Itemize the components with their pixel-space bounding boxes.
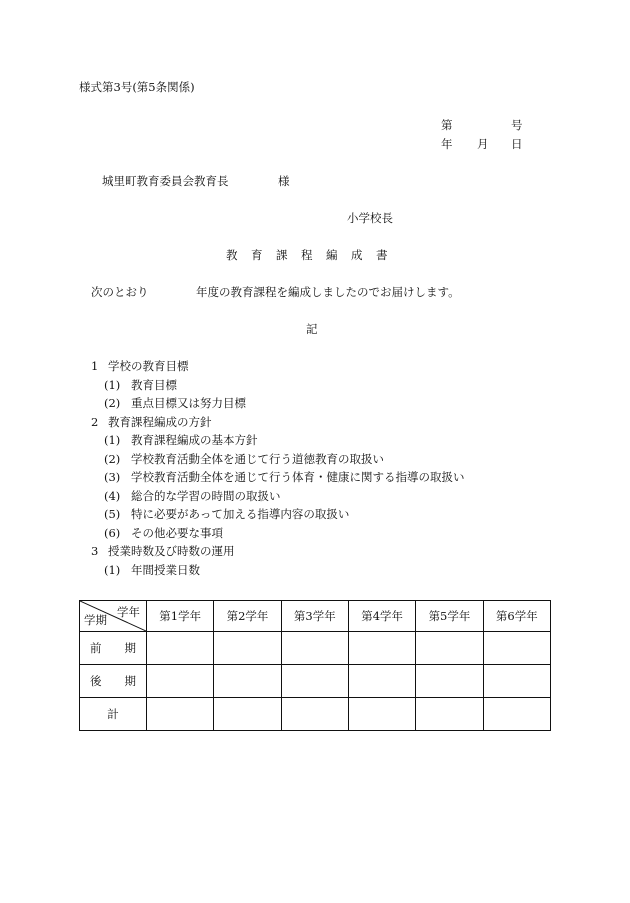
table-cell[interactable] <box>214 632 281 665</box>
outline-text: その他必要な事項 <box>131 526 223 540</box>
corner-label-grade: 学年 <box>117 605 140 619</box>
outline-num: 2 <box>91 415 99 429</box>
outline-num: (2) <box>104 396 121 410</box>
outline-text: 教育課程編成の基本方針 <box>131 433 258 447</box>
table-row <box>80 665 551 698</box>
number-dai: 第 <box>441 118 453 132</box>
table-cell[interactable] <box>416 698 483 731</box>
table-cell[interactable] <box>214 698 281 731</box>
column-header: 第4学年 <box>348 601 415 632</box>
table-row <box>80 632 551 665</box>
outline-text: 重点目標又は努力目標 <box>131 396 246 410</box>
outline-text: 学校の教育目標 <box>108 359 189 373</box>
column-header: 第2学年 <box>214 601 281 632</box>
school-days-table <box>79 600 551 731</box>
table-cell[interactable] <box>147 698 214 731</box>
outline-num: 3 <box>91 544 99 558</box>
addressee-name: 城里町教育委員会教育長 <box>102 174 229 188</box>
table-cell[interactable] <box>214 665 281 698</box>
outline-num: (1) <box>104 378 121 392</box>
table-cell[interactable] <box>483 665 550 698</box>
date-year: 年 <box>441 137 453 151</box>
outline-text: 年間授業日数 <box>131 563 200 577</box>
outline-num: 1 <box>91 359 99 373</box>
outline-text: 特に必要があって加える指導内容の取扱い <box>131 507 350 521</box>
row-header: 前 期 <box>80 632 147 665</box>
table-cell[interactable] <box>348 698 415 731</box>
corner-label-term: 学期 <box>84 613 107 627</box>
outline-text: 授業時数及び時数の運用 <box>108 544 235 558</box>
column-header: 第1学年 <box>147 601 214 632</box>
column-header: 第5学年 <box>416 601 483 632</box>
table-cell[interactable] <box>348 632 415 665</box>
outline-num: (5) <box>104 507 121 521</box>
outline-num: (4) <box>104 489 121 503</box>
row-header: 計 <box>80 698 147 731</box>
table-cell[interactable] <box>147 632 214 665</box>
table-header-row <box>80 601 551 632</box>
outline-text: 総合的な学習の時間の取扱い <box>131 489 281 503</box>
table-cell[interactable] <box>281 665 348 698</box>
ki-heading: 記 <box>306 322 318 336</box>
table-cell[interactable] <box>147 665 214 698</box>
outline-text: 学校教育活動全体を通じて行う体育・健康に関する指導の取扱い <box>131 470 465 484</box>
table-cell[interactable] <box>416 665 483 698</box>
outline-text: 学校教育活動全体を通じて行う道徳教育の取扱い <box>131 452 384 466</box>
table-cell[interactable] <box>281 698 348 731</box>
form-number: 様式第3号(第5条関係) <box>79 80 195 94</box>
outline-num: (3) <box>104 470 121 484</box>
intro-after: 年度の教育課程を編成しましたのでお届けします。 <box>196 285 460 299</box>
sender-title: 小学校長 <box>347 211 393 225</box>
table-row <box>80 698 551 731</box>
document-title: 教 育 課 程 編 成 書 <box>226 248 389 262</box>
row-header: 後 期 <box>80 665 147 698</box>
table-cell[interactable] <box>416 632 483 665</box>
column-header: 第3学年 <box>281 601 348 632</box>
outline-num: (1) <box>104 563 121 577</box>
outline-num: (1) <box>104 433 121 447</box>
table-corner-cell <box>80 601 147 632</box>
date-month: 月 <box>477 137 489 151</box>
date-day: 日 <box>511 137 523 151</box>
outline-text: 教育課程編成の方針 <box>108 415 212 429</box>
outline-num: (6) <box>104 526 121 540</box>
intro-before: 次のとおり <box>91 285 149 299</box>
outline-text: 教育目標 <box>131 378 177 392</box>
column-header: 第6学年 <box>483 601 550 632</box>
table-cell[interactable] <box>483 632 550 665</box>
table-cell[interactable] <box>483 698 550 731</box>
table-cell[interactable] <box>281 632 348 665</box>
number-go: 号 <box>511 118 523 132</box>
table-cell[interactable] <box>348 665 415 698</box>
outline-num: (2) <box>104 452 121 466</box>
addressee-honorific: 様 <box>278 174 290 188</box>
